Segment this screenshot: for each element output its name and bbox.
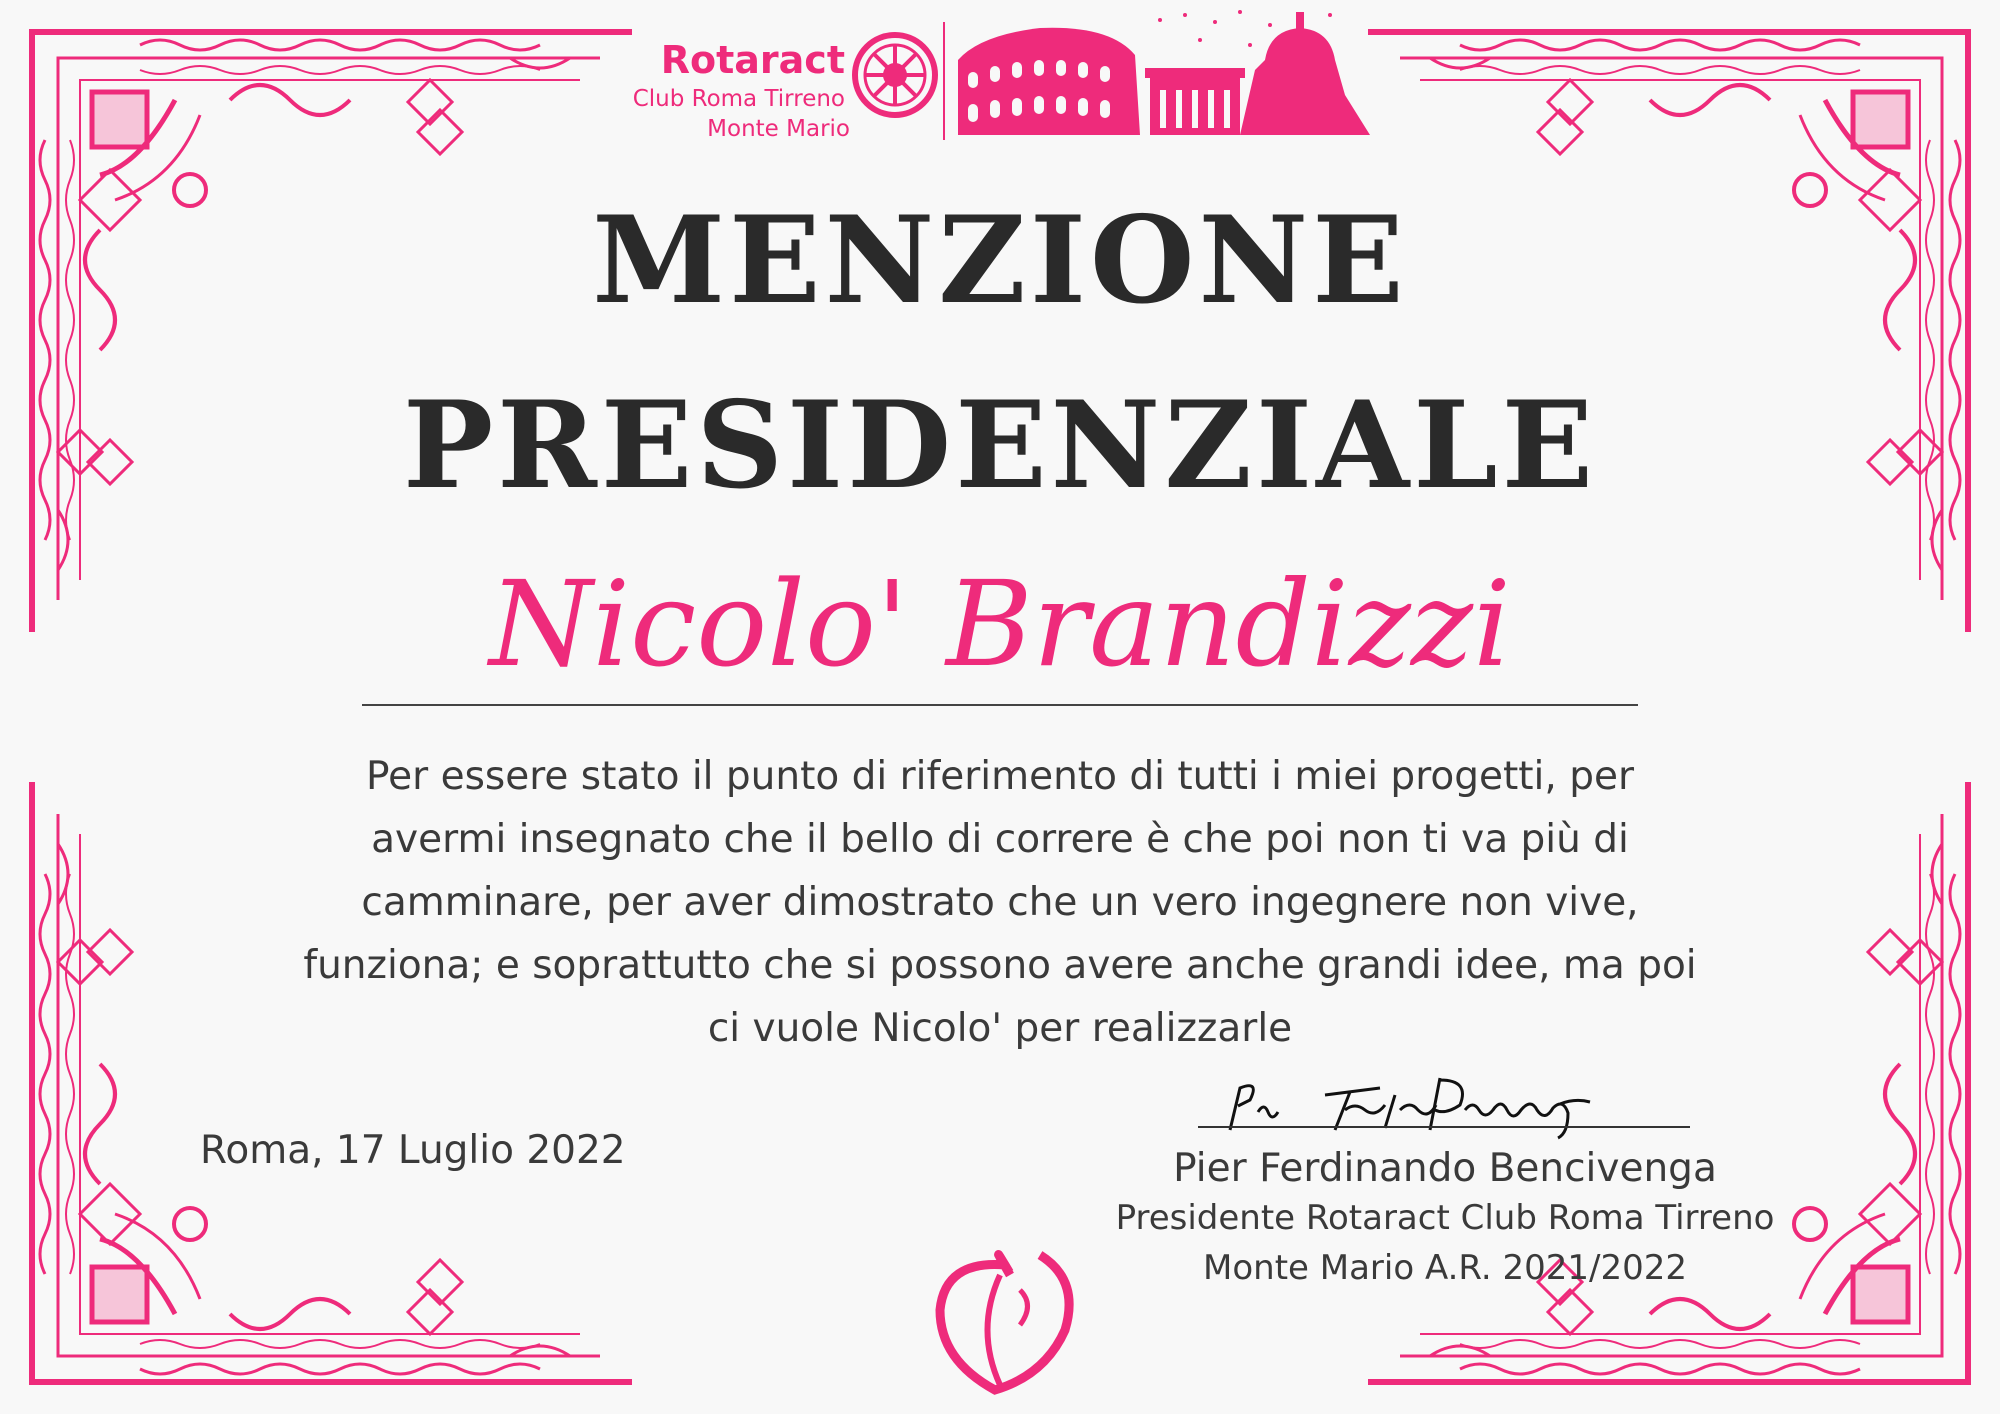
citation-text: [190, 745, 1810, 1060]
signer-role-line2: Monte Mario A.R. 2021/2022: [1203, 1248, 1687, 1288]
rotary-wheel-icon: [855, 35, 935, 115]
signer-name: Pier Ferdinando Bencivenga: [1173, 1146, 1717, 1191]
citation-line: camminare, per aver dimostrato che un vero ingegnere non vive,: [361, 880, 1639, 925]
certificate-title-line2: PRESIDENZIALE: [402, 375, 1598, 516]
swan-emblem-icon: [940, 1255, 1069, 1390]
citation-line: ci vuole Nicolo' per realizzarle: [707, 1006, 1293, 1051]
recipient-name: Nicolo' Brandizzi: [489, 555, 1511, 693]
signature-scribble: [1230, 1078, 1590, 1138]
certificate-title-line1: MENZIONE: [592, 190, 1408, 331]
signature-line: [1198, 1126, 1690, 1128]
signer-role-line1: Presidente Rotaract Club Roma Tirreno: [1115, 1198, 1775, 1238]
recipient-underline: [362, 704, 1638, 706]
citation-line: Per essere stato il punto di riferimento di tutti i miei progetti, per: [366, 754, 1634, 799]
brand-name: Rotaract: [660, 38, 845, 82]
citation-line: funziona; e soprattutto che si possono avere anche grandi idee, ma poi: [303, 943, 1697, 988]
place-date: Roma, 17 Luglio 2022: [200, 1128, 626, 1173]
club-name-line1: Club Roma Tirreno: [632, 86, 845, 112]
citation-line: avermi insegnato che il bello di correre è che poi non ti va più di: [371, 817, 1629, 862]
club-name-line2: Monte Mario: [707, 116, 850, 142]
